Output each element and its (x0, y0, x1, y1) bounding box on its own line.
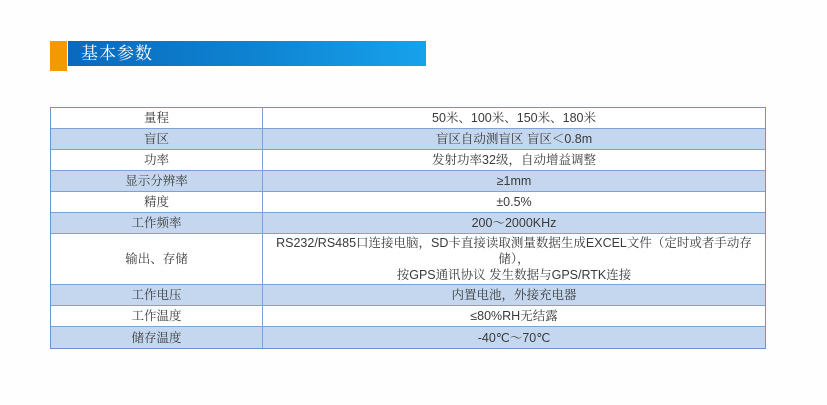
param-label: 工作频率 (51, 213, 263, 233)
param-label: 显示分辨率 (51, 171, 263, 191)
param-value: 内置电池，外接充电器 (451, 288, 577, 302)
param-label: 储存温度 (51, 327, 263, 348)
table-row-display-resolution (51, 171, 765, 192)
param-value: 盲区自动测盲区 盲区＜0.8m (435, 132, 593, 146)
param-label: 输出、存储 (51, 234, 263, 284)
section-title: 基本参数 (81, 44, 153, 63)
param-label: 盲区 (51, 129, 263, 149)
param-value: ≤80%RH无结露 (470, 309, 558, 323)
spec-table (50, 107, 766, 349)
param-label: 工作温度 (51, 306, 263, 326)
param-label: 功率 (51, 150, 263, 170)
section-header (50, 41, 426, 71)
table-row-blind-zone (51, 129, 765, 150)
table-row-range (51, 108, 765, 129)
param-value-line1: RS232/RS485口连接电脑，SD卡直接读取测量数据生成EXCEL文件（定时或者手动存储）， (276, 236, 752, 266)
section-header-bar (68, 41, 426, 66)
param-value: ≥1mm (496, 174, 532, 188)
table-row-working-frequency (51, 213, 765, 234)
param-value: 发射功率32级，自动增益调整 (432, 153, 596, 167)
table-row-storage-temperature (51, 327, 765, 348)
param-label: 精度 (51, 192, 263, 212)
param-value (263, 234, 765, 284)
table-row-output-storage (51, 234, 765, 285)
table-row-power (51, 150, 765, 171)
param-value: 200～2000KHz (471, 216, 557, 230)
table-row-working-voltage (51, 285, 765, 306)
table-row-accuracy (51, 192, 765, 213)
table-row-working-temperature (51, 306, 765, 327)
param-value: ±0.5% (496, 195, 532, 209)
param-label: 工作电压 (51, 285, 263, 305)
orange-accent-block (50, 41, 67, 71)
param-value: 50米、100米、150米、180米 (432, 111, 596, 125)
param-value: -40℃～70℃ (477, 330, 551, 345)
param-label: 量程 (51, 108, 263, 128)
param-value-line2: 按GPS通讯协议 发生数据与GPS/RTK连接 (396, 268, 632, 282)
